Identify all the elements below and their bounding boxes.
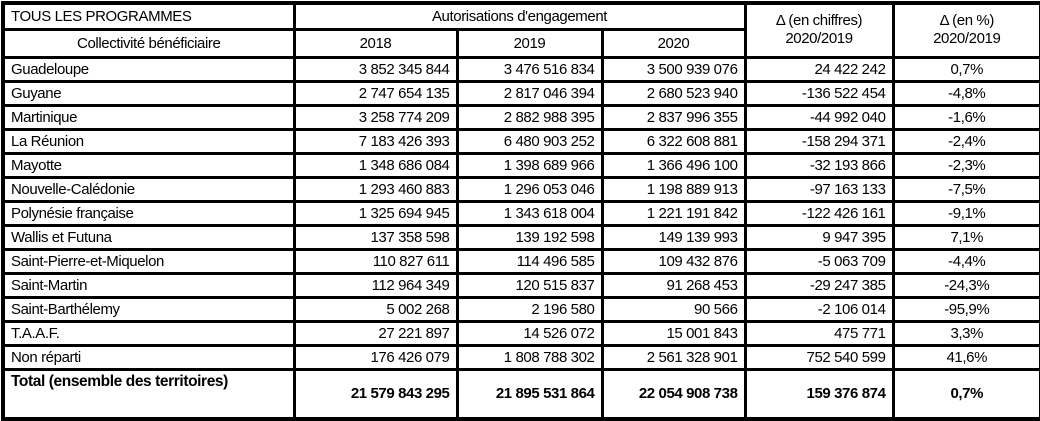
beneficiary-column-header: Collectivité bénéficiaire	[3, 29, 294, 57]
table-row-polynesie-francaise	[3, 201, 1040, 225]
delta-pct-value: -95,9%	[893, 297, 1040, 321]
row-label: T.A.A.F.	[3, 321, 294, 345]
delta-abs-value: -158 294 371	[745, 129, 893, 153]
delta-pct-value: 0,7%	[893, 57, 1040, 81]
row-label: Saint-Martin	[3, 273, 294, 297]
value-2018: 176 426 079	[294, 345, 457, 369]
year-2019-header: 2019	[457, 29, 602, 57]
value-2018: 2 747 654 135	[294, 81, 457, 105]
row-label: La Réunion	[3, 129, 294, 153]
row-label: Saint-Pierre-et-Miquelon	[3, 249, 294, 273]
value-2019: 1 296 053 046	[457, 177, 602, 201]
delta-pct-value: 7,1%	[893, 225, 1040, 249]
row-label: Guadeloupe	[3, 57, 294, 81]
value-2018: 1 348 686 084	[294, 153, 457, 177]
value-2019: 2 817 046 394	[457, 81, 602, 105]
delta-pct-value: -4,4%	[893, 249, 1040, 273]
value-2019: 1 398 689 966	[457, 153, 602, 177]
value-2019: 139 192 598	[457, 225, 602, 249]
delta-pct-value: -7,5%	[893, 177, 1040, 201]
value-2019: 3 476 516 834	[457, 57, 602, 81]
value-2020: 149 139 993	[602, 225, 745, 249]
delta-abs-value: -2 106 014	[745, 297, 893, 321]
value-2019: 114 496 585	[457, 249, 602, 273]
table-row-non-reparti	[3, 345, 1040, 369]
table-row-wallis-et-futuna	[3, 225, 1040, 249]
value-2020: 91 268 453	[602, 273, 745, 297]
table-row-taaf	[3, 321, 1040, 345]
delta-pct-title: Δ (en %)	[939, 12, 994, 30]
value-2019: 120 515 837	[457, 273, 602, 297]
value-2018: 1 325 694 945	[294, 201, 457, 225]
value-2019: 1 808 788 302	[457, 345, 602, 369]
table-row-saint-pierre-et-miquelon	[3, 249, 1040, 273]
value-2020: 109 432 876	[602, 249, 745, 273]
delta-abs-value: -136 522 454	[745, 81, 893, 105]
row-label: Martinique	[3, 105, 294, 129]
delta-abs-value: 9 947 395	[745, 225, 893, 249]
group-header-autorisations: Autorisations d'engagement	[294, 3, 745, 29]
value-2018: 27 221 897	[294, 321, 457, 345]
table-row-martinique	[3, 105, 1040, 129]
value-2020: 90 566	[602, 297, 745, 321]
value-2020: 3 500 939 076	[602, 57, 745, 81]
value-2019: 14 526 072	[457, 321, 602, 345]
row-label: Guyane	[3, 81, 294, 105]
row-label: Wallis et Futuna	[3, 225, 294, 249]
delta-abs-header	[745, 3, 893, 57]
delta-abs-value: -5 063 709	[745, 249, 893, 273]
delta-pct-value: -4,8%	[893, 81, 1040, 105]
value-2020: 15 001 843	[602, 321, 745, 345]
year-2020-header: 2020	[602, 29, 745, 57]
value-2018: 1 293 460 883	[294, 177, 457, 201]
value-2020: 2 561 328 901	[602, 345, 745, 369]
delta-pct-period: 2020/2019	[933, 30, 1001, 48]
header-row-1	[3, 3, 1040, 29]
value-2018: 3 258 774 209	[294, 105, 457, 129]
table-row-guadeloupe	[3, 57, 1040, 81]
table-row-la-reunion	[3, 129, 1040, 153]
delta-pct-value: -1,6%	[893, 105, 1040, 129]
value-2019: 6 480 903 252	[457, 129, 602, 153]
total-delta-abs: 159 376 874	[745, 369, 893, 419]
row-label: Non réparti	[3, 345, 294, 369]
delta-abs-value: -44 992 040	[745, 105, 893, 129]
value-2018: 110 827 611	[294, 249, 457, 273]
table-row-saint-barthelemy	[3, 297, 1040, 321]
delta-abs-period: 2020/2019	[785, 30, 853, 48]
total-2018: 21 579 843 295	[294, 369, 457, 419]
value-2018: 137 358 598	[294, 225, 457, 249]
delta-pct-value: -2,4%	[893, 129, 1040, 153]
budget-table	[1, 1, 1040, 421]
table-row-total	[3, 369, 1040, 419]
delta-abs-title: Δ (en chiffres)	[775, 12, 863, 30]
delta-pct-value: 3,3%	[893, 321, 1040, 345]
value-2019: 1 343 618 004	[457, 201, 602, 225]
delta-pct-value: -24,3%	[893, 273, 1040, 297]
delta-pct-value: -9,1%	[893, 201, 1040, 225]
value-2020: 2 680 523 940	[602, 81, 745, 105]
row-label: Nouvelle-Calédonie	[3, 177, 294, 201]
value-2018: 3 852 345 844	[294, 57, 457, 81]
value-2020: 1 198 889 913	[602, 177, 745, 201]
delta-abs-value: -32 193 866	[745, 153, 893, 177]
row-label: Polynésie française	[3, 201, 294, 225]
delta-abs-value: 752 540 599	[745, 345, 893, 369]
value-2018: 112 964 349	[294, 273, 457, 297]
table-row-guyane	[3, 81, 1040, 105]
delta-abs-value: 24 422 242	[745, 57, 893, 81]
row-label: Saint-Barthélemy	[3, 297, 294, 321]
table-row-nouvelle-caledonie	[3, 177, 1040, 201]
delta-abs-value: -97 163 133	[745, 177, 893, 201]
value-2018: 7 183 426 393	[294, 129, 457, 153]
delta-abs-value: -29 247 385	[745, 273, 893, 297]
delta-pct-value: 41,6%	[893, 345, 1040, 369]
row-label: Mayotte	[3, 153, 294, 177]
value-2020: 2 837 996 355	[602, 105, 745, 129]
total-label: Total (ensemble des territoires)	[3, 369, 294, 419]
value-2020: 1 366 496 100	[602, 153, 745, 177]
delta-pct-value: -2,3%	[893, 153, 1040, 177]
program-title: TOUS LES PROGRAMMES	[3, 3, 294, 29]
total-2020: 22 054 908 738	[602, 369, 745, 419]
delta-pct-header	[893, 3, 1040, 57]
value-2019: 2 196 580	[457, 297, 602, 321]
total-2019: 21 895 531 864	[457, 369, 602, 419]
value-2020: 1 221 191 842	[602, 201, 745, 225]
delta-abs-value: -122 426 161	[745, 201, 893, 225]
value-2020: 6 322 608 881	[602, 129, 745, 153]
value-2018: 5 002 268	[294, 297, 457, 321]
year-2018-header: 2018	[294, 29, 457, 57]
total-delta-pct: 0,7%	[893, 369, 1040, 419]
table-row-saint-martin	[3, 273, 1040, 297]
value-2019: 2 882 988 395	[457, 105, 602, 129]
delta-abs-value: 475 771	[745, 321, 893, 345]
table-row-mayotte	[3, 153, 1040, 177]
